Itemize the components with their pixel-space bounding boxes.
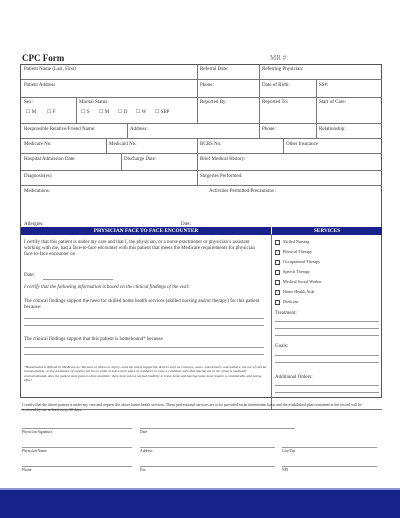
discharge-date-label: Discharge Date: [124,157,157,162]
relationship-label: Relationship: [319,127,346,132]
city-zip-label: City/Zip [282,449,295,453]
physician-phone-label: Phone [22,468,32,472]
npi-label: NPI [282,468,289,472]
sex-m-checkbox[interactable]: ☐ M [26,110,37,115]
activities-label: Activities Permitted/Precautions : [209,189,277,194]
form-frame [20,64,382,398]
brief-history-label: Brief Medical History: [200,157,246,162]
diet-label: Diet: [181,222,191,227]
sex-label: Sex: [24,100,33,105]
medications-label: Medications: [24,189,51,194]
patient-name-label: Patient Name (Last, First) [24,67,76,72]
marital-sep-checkbox[interactable]: ☐ SEP [155,110,170,115]
physician-address-label: Address [140,449,153,453]
other-insurance-label: Other Insurance [286,142,319,147]
marital-status-label: Marital Status: [79,100,109,105]
bottom-certification: I certify that the above patient is under my care and request the above home health services. These professional services are to be provided on an intermittent basis and the established plan contained in the record will be reviewed by me at least every 60 days. [22,403,362,412]
based-on-statement: I certify that the following information is based on the clinical findings of the visit: [24,285,190,290]
start-of-care-label: Start of Care: [319,100,346,105]
surgeries-label: Surgeries Performed: [200,174,243,179]
relative-label: Responsible Relative/Friend Name: [24,127,96,132]
physician-fax-label: Fax [140,468,146,472]
medicaid-label: Medicaid No: [109,142,137,147]
homebound-footnote: *Homebound is defined by Medicare as: Because of illness or injury, need the aid of supportive devices such as crutches, canes, wheelchairs, and walkers; the use of special transportation; or the assistance of another person in order to leave their place of residence or have a condition such that leaving his or her home is medically contraindicated. Also the patient must possess these qualities: there must exist a normal inability to leave home and leaving home must require a considerable and taxing effort. [24,365,267,383]
allergies-label: Allergies: [24,222,44,227]
relative-address-label: Address: [130,127,148,132]
marital-d-checkbox[interactable]: ☐ D [118,110,128,115]
certify-statement: I certify that this patient is under my care and that I, the physician, or a nurse practitioner or physician’s assistant working with me, had a face-to-face encounter with this patient that meets the Medicare requirements for physician face-to-face encounter on [24,240,255,258]
admission-date-label: Hospital Admission Date: [24,157,76,162]
phone-label: Phone: [200,83,214,88]
dob-label: Date of Birth: [262,83,290,88]
service-home-health-aide[interactable]: Home Health Aide [275,289,314,295]
marital-s-checkbox[interactable]: ☐ S [81,110,90,115]
patient-address-label: Patient Address [24,83,56,88]
ss-label: SS#: [319,83,329,88]
referring-physician-label: Referring Physician: [262,67,304,72]
referral-date-label: Referral Date: [200,67,229,72]
reported-to-label: Reported To: [262,100,289,105]
service-medical-social-worker[interactable]: Medical Social Worker [275,279,322,285]
treatment-label: Treatment: [275,311,297,316]
goals-label: Goals: [275,344,289,349]
service-occupational-therapy[interactable]: Occupational Therapy [275,259,320,265]
reported-by-label: Reported By: [200,100,227,105]
service-skilled-nursing[interactable]: Skilled Nursing [275,239,309,245]
physician-name-label: Physician Name [22,449,47,453]
homebound-statement: The clinical findings support that this patient is homebound* because [24,337,163,342]
relative-phone-label: Phone: [262,127,276,132]
sex-f-checkbox[interactable]: ☐ F [47,110,56,115]
bcbs-label: BCBS No. [200,142,222,147]
services-header: SERVICES [272,227,382,235]
mr-label: MR #: [270,54,289,62]
signature-date-label: Date [140,430,148,434]
medicare-label: Medicare No: [24,142,52,147]
footer-band [0,490,400,518]
service-speech-therapy[interactable]: Speech Therapy [275,269,310,275]
service-physical-therapy[interactable]: Physical Therapy [275,249,312,255]
additional-orders-label: Additional Orders: [275,375,313,380]
skilled-need-statement: The clinical findings support the need for skilled home health services (skilled nursing and/or therapy) for this patient because: [24,299,260,311]
diagnosis-label: Diagnosis(es) [24,174,52,179]
marital-w-checkbox[interactable]: ☐ W [136,110,147,115]
form-title: CPC Form [22,53,65,63]
face-to-face-header: PHYSICIAN FACE TO FACE ENCOUNTER [21,227,271,235]
service-dietician[interactable]: Dietician [275,299,298,305]
encounter-date-label: Date: [24,273,35,278]
physician-signature-label: Physician Signature [22,430,53,434]
marital-m-checkbox[interactable]: ☐ M [99,110,110,115]
